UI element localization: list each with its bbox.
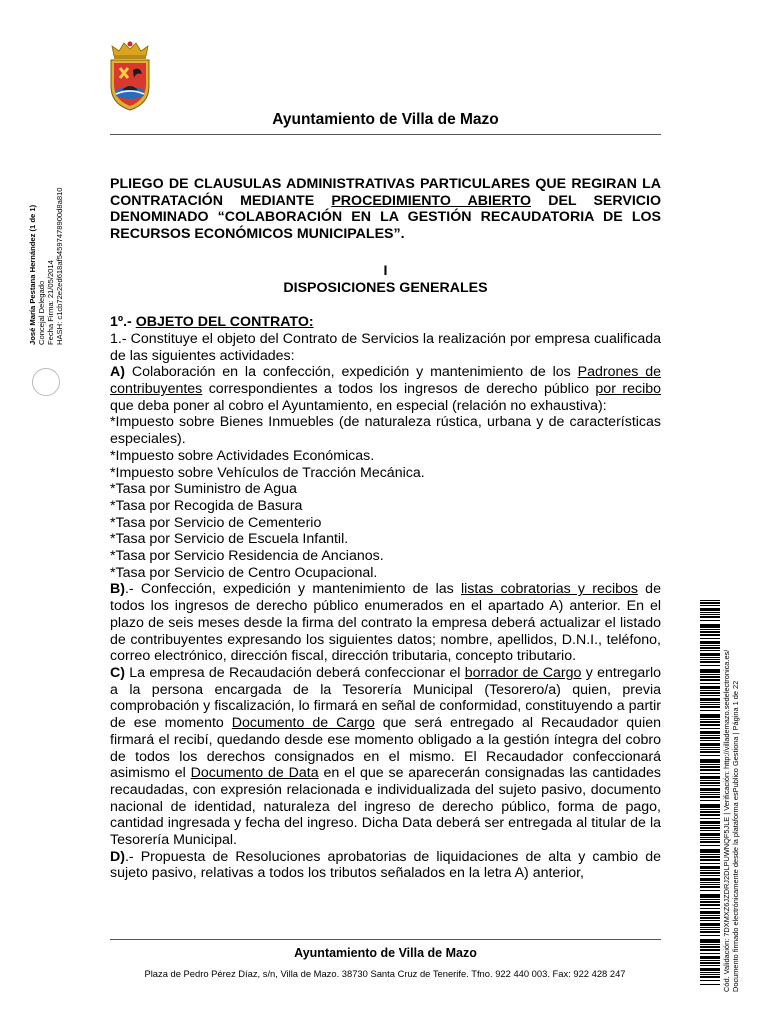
list-item: *Tasa por Servicio de Cementerio xyxy=(110,514,322,531)
signature-block xyxy=(28,188,64,346)
crown-icon xyxy=(112,42,148,60)
signer-role: Concejal Delegado xyxy=(37,280,46,345)
list-item: *Impuesto sobre Vehículos de Tracción Mecánica. xyxy=(110,464,425,481)
list-item: *Tasa por Recogida de Basura xyxy=(110,497,303,514)
list-item: *Tasa por Servicio de Escuela Infantil. xyxy=(110,531,349,548)
verification-platform: Documento firmado electrónicamente desde la plataforma esPublico Gestiona | Página 1 de 22 xyxy=(731,680,740,992)
paragraph-c: C) La empresa de Recaudación deberá confeccionar el borrador de Cargo y entregarlo a la persona encargada de la Tesorería Municipal (Tesorero/a) quien, previa comprobación y fiscalización, lo firmará en señal de conformidad, constituyendo a partir de ese momento Documento de Cargo que será entregado al Recaudador quien firmará el recibí, quedando desde ese momento obligado a la gestión íntegra del cobro de todos los derechos consignados en el mismo. El Recaudador confeccionará asimismo el Documento de Data en el que se aparecerán consignadas las cantidades recaudadas, con expresión relacionada e individualizada del sujeto pasivo, documento nacional de identidad, naturaleza del ingreso de derecho público, forma de pago, cantidad ingresada y fecha del ingreso. Dicha Data deberá ser entregada al titular de la Tesorería Municipal. xyxy=(110,664,662,849)
verification-code: Cód. Validación: 7DXMXZ6JZDRJ2DLPUWNQF5JLE | Verificación: http://villademazo.sedelectronica.es/ xyxy=(722,649,731,992)
paragraph-d: D).- Propuesta de Resoluciones aprobatorias de liquidaciones de alta y cambio de sujeto pasivo, relativas a todos los tributos señalados en la letra A) anterior, xyxy=(110,848,661,882)
clause-heading: 1º.- OBJETO DEL CONTRATO: xyxy=(110,314,314,331)
paragraph-a: A) Colaboración en la confección, expedición y mantenimiento de los Padrones de contribuyentes correspondientes a todos los ingresos de derecho público por recibo que deba poner al cobro el Ayuntamiento, en especial (relación no exhaustiva): xyxy=(110,364,662,414)
list-item: *Impuesto sobre Actividades Económicas. xyxy=(110,447,375,464)
section-number: I xyxy=(383,262,388,279)
document-title: PLIEGO DE CLAUSULAS ADMINISTRATIVAS PARTICULARES QUE REGIRAN LA CONTRATACIÓN MEDIANTE PROCEDIMIENTO ABIERTO DEL SERVICIO DENOMINADO “COLABORACIÓN EN LA GESTIÓN RECAUDATORIA DE LOS RECURSOS ECONÓMICOS MUNICIPALES”. xyxy=(110,176,662,243)
footer-address: Plaza de Pedro Pérez Díaz, s/n, Villa de Mazo. 38730 Santa Cruz de Tenerife. Tfno. 922 440 003. Fax: 922 428 247 xyxy=(144,968,626,979)
document-body xyxy=(110,176,661,882)
verification-block xyxy=(722,650,740,992)
coat-of-arms-logo xyxy=(106,38,154,114)
signature-hash: HASH: c1cb72e2ed618af54597478900d8a810 xyxy=(55,187,64,345)
paragraph-b: B).- Confección, expedición y mantenimiento de las listas cobratorias y recibos de todos los ingresos de derecho público enumerados en el apartado A) anterior. En el plazo de seis meses desde la firma del contrato la empresa deberá actualizar el listado de contribuyentes expresando los siguientes datos; nombre, apellidos, D.N.I., teléfono, correo electrónico, dirección fiscal, dirección tributaria, concepto tributario. xyxy=(110,581,661,665)
signer-name: José María Pestana Hernández (1 de 1) xyxy=(28,204,37,345)
footer-title: Ayuntamiento de Villa de Mazo xyxy=(294,946,477,960)
digital-seal-icon xyxy=(32,368,60,396)
list-item: *Tasa por Suministro de Agua xyxy=(110,481,297,498)
list-item: *Tasa por Servicio Residencia de Ancianos. xyxy=(110,548,384,565)
clause-intro: 1.- Constituye el objeto del Contrato de Servicios la realización por empresa cualificada de las siguientes actividades: xyxy=(110,330,661,364)
section-title: DISPOSICIONES GENERALES xyxy=(283,279,488,296)
footer-divider xyxy=(110,939,661,940)
list-item: *Tasa por Servicio de Centro Ocupacional. xyxy=(110,564,378,581)
header-title: Ayuntamiento de Villa de Mazo xyxy=(272,111,499,128)
list-item: *Impuesto sobre Bienes Inmuebles (de naturaleza rústica, urbana y de características especiales). xyxy=(110,414,661,448)
header-divider xyxy=(110,134,661,135)
signature-date: Fecha Firma: 21/05/2014 xyxy=(46,260,55,345)
barcode xyxy=(700,600,720,985)
